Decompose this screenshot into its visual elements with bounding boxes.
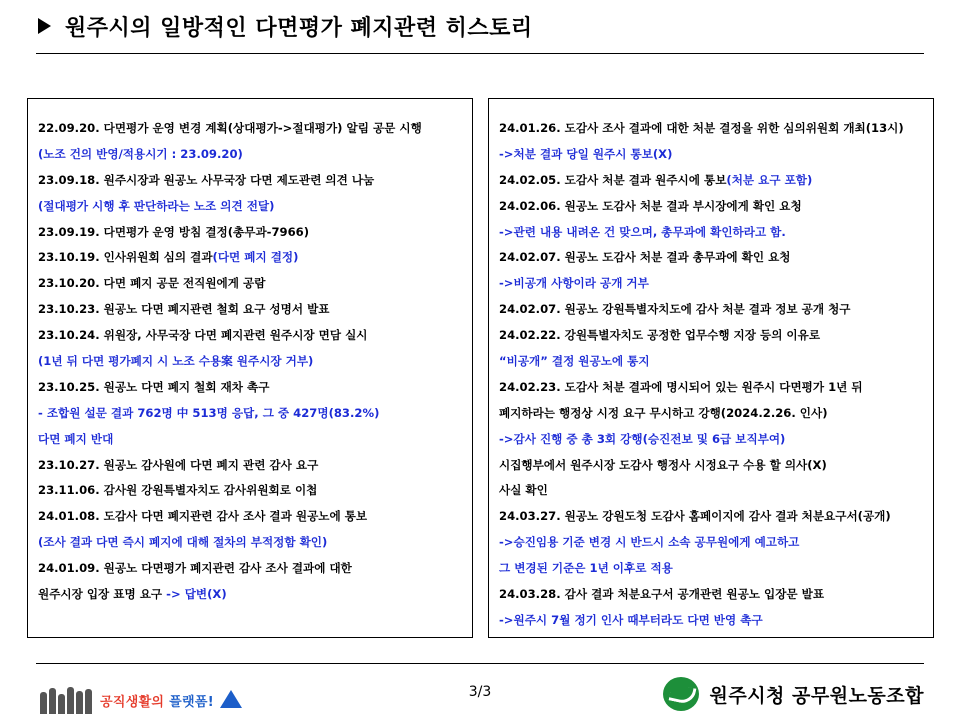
timeline-line (38, 453, 470, 479)
right-timeline-lines (499, 116, 931, 634)
timeline-line-text: (조사 결과 다면 즉시 폐지에 대해 절차의 부적정함 확인) (38, 535, 328, 550)
timeline-line (499, 453, 931, 479)
timeline-line (38, 478, 470, 504)
timeline-line-text: 23.10.20. 다면 폐지 공문 전직원에게 공람 (38, 276, 266, 291)
timeline-line-text: 24.01.08. 도감사 다면 폐지관련 감사 조사 결과 원공노에 통보 (38, 509, 368, 524)
timeline-line-text: ->관련 내용 내려온 건 맞으며, 총무과에 확인하라고 함. (499, 224, 786, 239)
timeline-line-text: - 조합원 설문 결과 762명 中 513명 응답, 그 중 427명(83.2%) (38, 405, 380, 420)
timeline-line (38, 116, 470, 142)
timeline-line-text: 24.01.26. 도감사 조사 결과에 대한 처분 결정을 위한 심의위원회 개최(13시) (499, 121, 904, 135)
timeline-line-text: (절대평가 시행 후 판단하라는 노조 의견 전달) (38, 198, 275, 213)
timeline-line (38, 401, 470, 427)
timeline-line (38, 245, 470, 271)
timeline-line-text: (1년 뒤 다면 평가폐지 시 노조 수용案 원주시장 거부) (38, 354, 314, 369)
timeline-line-highlight: (처분 요구 포함) (726, 172, 813, 187)
play-arrow-icon (38, 18, 51, 34)
timeline-line-highlight: (다면 폐지 결정) (212, 250, 299, 265)
timeline-line (499, 401, 931, 427)
timeline-line-text: 시집행부에서 원주시장 도감사 행정사 시정요구 수용 할 의사(X) (499, 457, 827, 472)
timeline-line (499, 297, 931, 323)
right-timeline-panel (488, 98, 934, 638)
timeline-line-text: 23.10.27. 원공노 감사원에 다면 폐지 관련 감사 요구 (38, 457, 319, 472)
timeline-line-text: 23.10.24. 위원장, 사무국장 다면 폐지관련 원주시장 면담 실시 (38, 328, 368, 343)
timeline-line-text: 24.03.28. 감사 결과 처분요구서 공개관련 원공노 입장문 발표 (499, 587, 825, 602)
timeline-line (499, 530, 931, 556)
timeline-line-text: 24.02.22. 강원특별자치도 공정한 업무수행 지장 등의 이유로 (499, 328, 821, 343)
timeline-line-text: (노조 건의 반영/적용시기 : 23.09.20) (38, 146, 243, 161)
timeline-line (499, 220, 931, 246)
footer-divider (36, 663, 924, 664)
header-divider (36, 53, 924, 54)
timeline-line-text: 22.09.20. 다면평가 운영 변경 계획(상대평가->절대평가) 알림 공문 시행 (38, 121, 422, 135)
timeline-line-text: 사실 확인 (499, 483, 548, 498)
timeline-line (499, 168, 931, 194)
timeline-line (38, 582, 470, 608)
timeline-line (499, 323, 931, 349)
page-number: 3/3 (468, 684, 492, 700)
timeline-line-text: 그 변경된 기준은 1년 이후로 적용 (499, 561, 673, 576)
timeline-line (499, 427, 931, 453)
page-header (38, 8, 533, 44)
timeline-line (38, 142, 470, 168)
timeline-line (499, 245, 931, 271)
timeline-line (499, 478, 931, 504)
timeline-line (38, 375, 470, 401)
timeline-line-text: 23.11.06. 감사원 강원특별자치도 감사위원회로 이첩 (38, 483, 318, 498)
timeline-line (499, 375, 931, 401)
timeline-line-text: 24.01.09. 원공노 다면평가 폐지관련 감사 조사 결과에 대한 (38, 561, 352, 576)
timeline-line-text: 23.10.23. 원공노 다면 폐지관련 철회 요구 성명서 발표 (38, 302, 330, 317)
timeline-line (499, 142, 931, 168)
timeline-line (499, 349, 931, 375)
timeline-line-text: ->처분 결과 당일 원주시 통보(X) (499, 146, 673, 161)
platform-slogan-part1: 공직생활의 (100, 695, 165, 710)
timeline-line-text: 24.02.06. 원공노 도감사 처분 결과 부시장에게 확인 요청 (499, 198, 802, 213)
timeline-line (38, 168, 470, 194)
timeline-line-text: 24.02.07. 원공노 도감사 처분 결과 총무과에 확인 요청 (499, 250, 791, 265)
union-name: 원주시청 공무원노동조합 (709, 684, 924, 707)
timeline-line-highlight: -> 답변(X) (166, 587, 227, 602)
timeline-line-text: 다면 폐지 반대 (38, 431, 114, 446)
timeline-line-text: 24.02.23. 도감사 처분 결과에 명시되어 있는 원주시 다면평가 1년 뒤 (499, 379, 863, 394)
timeline-line (499, 582, 931, 608)
timeline-line (38, 194, 470, 220)
timeline-line-text: 원주시장 입장 표명 요구 (38, 587, 167, 602)
timeline-line-text: 폐지하라는 행정상 시정 요구 무시하고 강행(2024.2.26. 인사) (499, 405, 828, 420)
timeline-line (499, 116, 931, 142)
timeline-line (38, 504, 470, 530)
timeline-line-text: ->원주시 7월 정기 인사 때부터라도 다면 반영 촉구 (499, 612, 763, 627)
timeline-line (38, 220, 470, 246)
timeline-line (38, 556, 470, 582)
timeline-line-text: ->비공개 사항이라 공개 거부 (499, 276, 649, 291)
timeline-line (38, 323, 470, 349)
timeline-line-text: ->승진임용 기준 변경 시 반드시 소속 공무원에게 예고하고 (499, 535, 800, 550)
left-timeline-panel (27, 98, 473, 638)
timeline-line-text: 24.03.27. 원공노 강원도청 도감사 홈페이지에 감사 결과 처분요구서(공개) (499, 509, 891, 524)
union-emblem-icon (663, 677, 699, 711)
page-title: 원주시의 일방적인 다면평가 폐지관련 히스토리 (65, 15, 533, 41)
timeline-line-text: 24.02.05. 도감사 처분 결과 원주시에 통보 (499, 172, 727, 187)
left-timeline-lines (38, 116, 470, 608)
timeline-line (38, 297, 470, 323)
timeline-line (38, 271, 470, 297)
timeline-line (499, 194, 931, 220)
timeline-line-text: 23.09.18. 원주시장과 원공노 사무국장 다면 제도관련 의견 나눔 (38, 172, 375, 187)
timeline-line (499, 608, 931, 634)
timeline-line (38, 427, 470, 453)
union-logo (663, 674, 924, 714)
timeline-line (499, 556, 931, 582)
timeline-line (38, 349, 470, 375)
timeline-line (499, 504, 931, 530)
timeline-line-text: 23.09.19. 다면평가 운영 방침 결정(총무과-7966) (38, 224, 310, 239)
timeline-line-text: 23.10.25. 원공노 다면 폐지 철회 재차 촉구 (38, 379, 270, 394)
timeline-line-text: “비공개” 결정 원공노에 통지 (499, 354, 650, 369)
timeline-line (38, 530, 470, 556)
timeline-line (499, 271, 931, 297)
platform-slogan-part2: 플랫폼! (169, 695, 214, 710)
timeline-line-text: ->감사 진행 중 총 3회 강행(승진전보 및 6급 보직부여) (499, 431, 786, 446)
timeline-line-text: 23.10.19. 인사위원회 심의 결과 (38, 250, 213, 265)
timeline-line-text: 24.02.07. 원공노 강원특별자치도에 감사 처분 결과 정보 공개 청구 (499, 302, 851, 317)
